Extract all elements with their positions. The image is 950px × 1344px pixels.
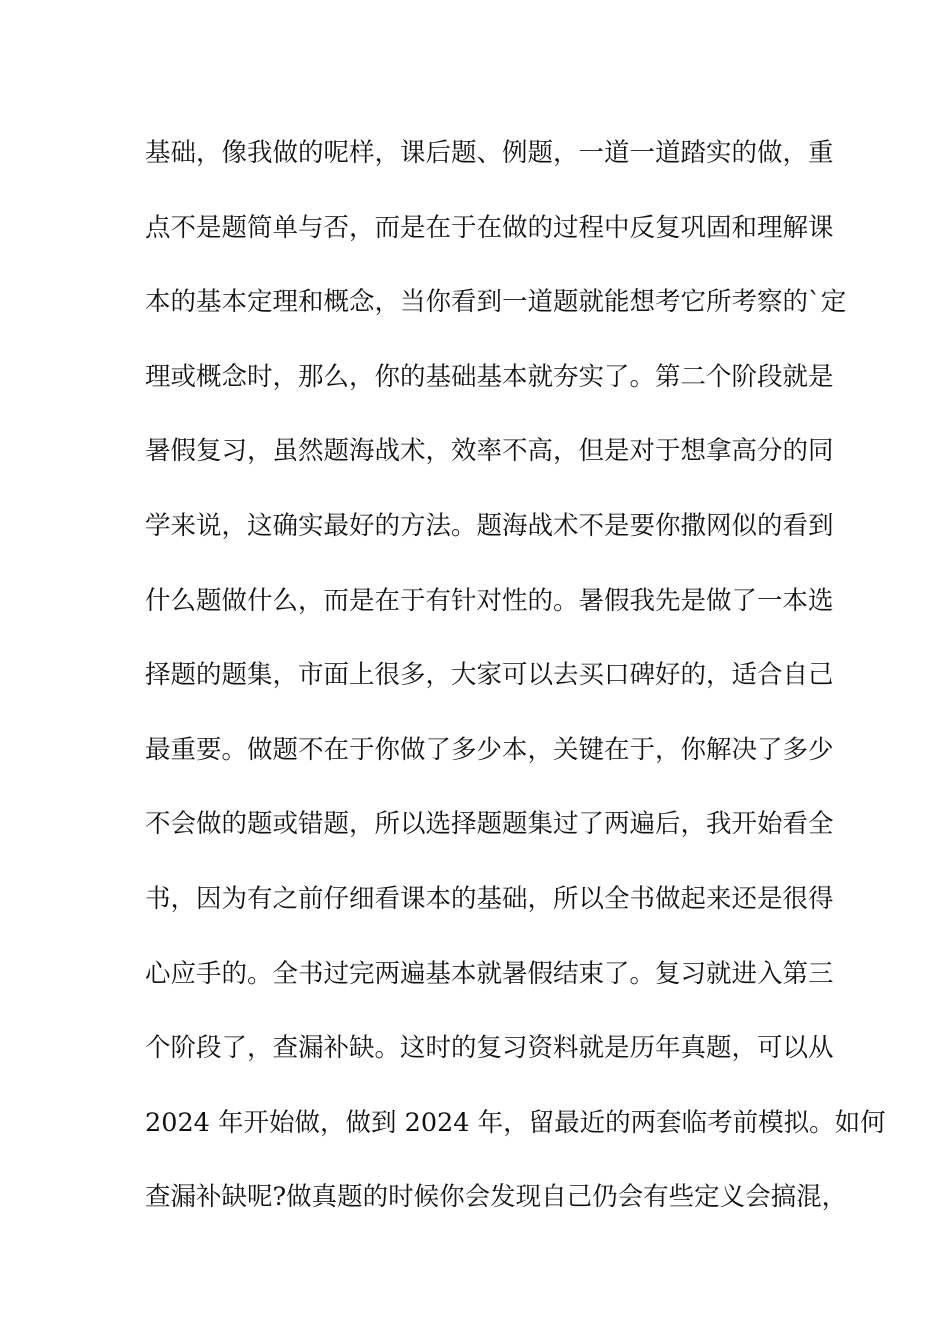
text-line-15: 查漏补缺呢?做真题的时候你会发现自己仍会有些定义会搞混， <box>145 1182 848 1213</box>
text-line-9: 最重要。做题不在于你做了多少本，关键在于，你解决了多少 <box>145 734 834 765</box>
text-line-3: 本的基本定理和概念，当你看到一道题就能想考它所考察的`定 <box>145 287 847 318</box>
text-line-6: 学来说，这确实最好的方法。题海战术不是要你撒网似的看到 <box>145 510 834 541</box>
text-line-7: 什么题做什么，而是在于有针对性的。暑假我先是做了一本选 <box>145 585 834 616</box>
text-line-10: 不会做的题或错题，所以选择题题集过了两遍后，我开始看全 <box>145 809 834 840</box>
body-text <box>145 133 886 1252</box>
text-line-12: 心应手的。全书过完两遍基本就暑假结束了。复习就进入第三 <box>145 958 834 989</box>
text-line-5: 暑假复习，虽然题海战术，效率不高，但是对于想拿高分的同 <box>145 436 834 467</box>
text-line-2: 点不是题简单与否，而是在于在做的过程中反复巩固和理解课 <box>145 212 834 243</box>
text-line-1: 基础，像我做的呢样，课后题、例题，一道一道踏实的做，重 <box>145 138 834 168</box>
text-line-13: 个阶段了，查漏补缺。这时的复习资料就是历年真题，可以从 <box>145 1033 834 1064</box>
text-line-4: 理或概念时，那么，你的基础基本就夯实了。第二个阶段就是 <box>145 361 834 392</box>
text-line-8: 择题的题集，市面上很多，大家可以去买口碑好的，适合自己 <box>145 660 834 691</box>
text-line-14: 2024 年开始做，做到 2024 年，留最近的两套临考前模拟。如何 <box>145 1107 886 1138</box>
text-line-11: 书，因为有之前仔细看课本的基础，所以全书做起来还是很得 <box>145 883 834 914</box>
